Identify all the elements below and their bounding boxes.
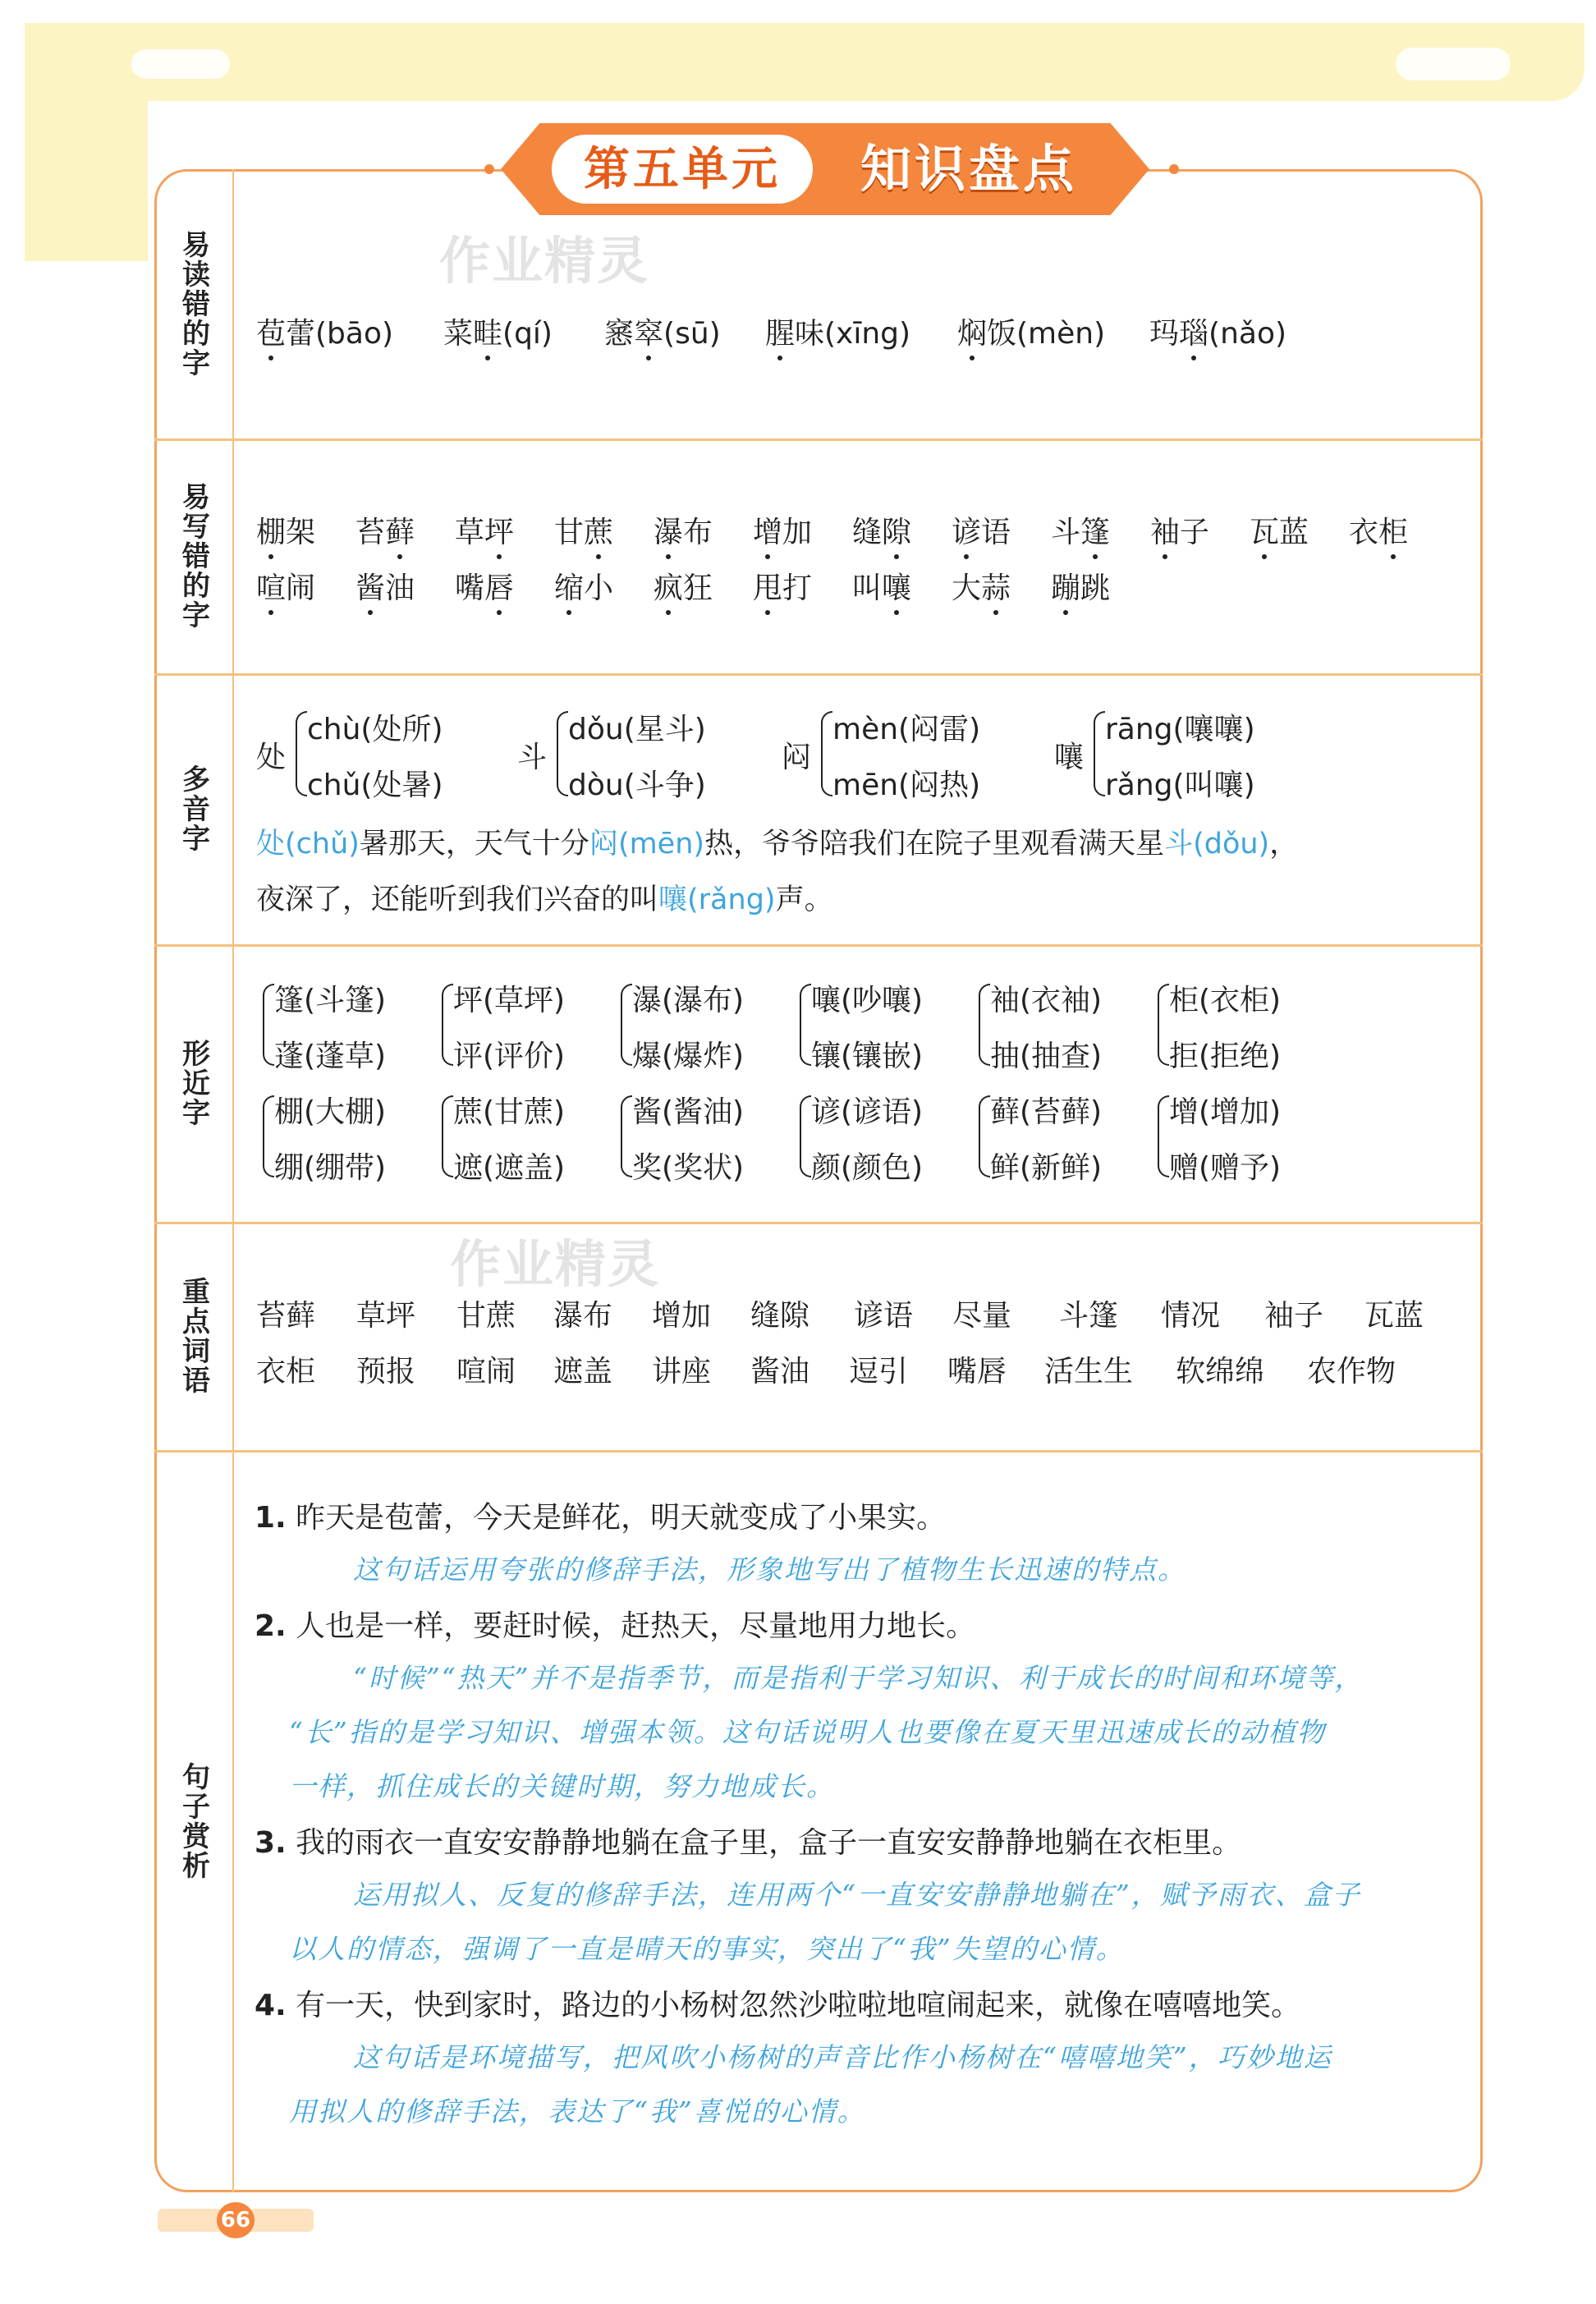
keyword: 苔藓	[256, 1299, 316, 1333]
similar-char: 蓬(蓬草)	[274, 1040, 387, 1073]
brace	[621, 1095, 632, 1177]
section-label-easy-read: 易读错的字	[177, 230, 210, 378]
cloud-decoration	[1396, 48, 1511, 80]
similar-char: 奖(奖状)	[632, 1151, 745, 1185]
brace	[442, 1095, 453, 1177]
page-title: 知识盘点	[860, 139, 1077, 199]
brace	[821, 711, 832, 796]
word-item: 窸窣(sū)	[604, 317, 721, 351]
word-item: 玛瑙(nǎo)	[1149, 317, 1287, 351]
sentence	[255, 1494, 946, 1536]
banner-dot	[484, 164, 494, 174]
word-item: 喧闹	[256, 571, 316, 605]
similar-char: 藓(苔藓)	[990, 1095, 1103, 1129]
polyphone-reading: rāng(嚷嚷)	[1105, 713, 1255, 746]
keyword: 衣柜	[256, 1355, 316, 1388]
polyphone-reading: chù(处所)	[307, 713, 443, 746]
similar-char: 赠(赠予)	[1169, 1151, 1282, 1185]
polyphone-char: 处	[256, 741, 287, 774]
answer-line: 运用拟人、反复的修辞手法，连用两个“一直安安静静地躺在”，赋予雨衣、盒子	[353, 1879, 1361, 1911]
brace	[1158, 1095, 1169, 1177]
word-item: 缝隙	[852, 516, 912, 549]
similar-char: 嚷(吵嚷)	[811, 984, 924, 1017]
similar-char: 袖(衣袖)	[990, 984, 1103, 1017]
keyword: 谚语	[854, 1299, 914, 1333]
header-band	[25, 23, 1585, 101]
keyword: 嘴唇	[947, 1355, 1007, 1388]
word-item: 菜畦(qí)	[443, 317, 553, 351]
word-item: 疯狂	[654, 571, 713, 605]
word-item: 大蒜	[952, 571, 1011, 605]
answer-line: 这句话运用夸张的修辞手法，形象地写出了植物生长迅速的特点。	[353, 1554, 1186, 1586]
brace	[263, 984, 274, 1066]
similar-char: 蔗(甘蔗)	[453, 1095, 566, 1129]
keyword: 草坪	[356, 1299, 416, 1333]
word-item: 瓦蓝	[1250, 516, 1309, 549]
header-band-left	[25, 23, 148, 261]
word-item: 草坪	[455, 516, 515, 549]
answer-line: “长”指的是学习知识、增强本领。这句话说明人也要像在夏天里迅速成长的动植物	[289, 1716, 1326, 1748]
similar-char: 增(增加)	[1169, 1095, 1282, 1129]
keyword: 斗篷	[1059, 1299, 1119, 1333]
word-item: 嘴唇	[455, 571, 515, 605]
section-divider	[154, 944, 1483, 947]
word-item: 腥味(xīng)	[765, 317, 911, 351]
answer-line: 以人的情态，强调了一直是晴天的事实，突出了“我”失望的心情。	[289, 1933, 1125, 1965]
keyword: 活生生	[1044, 1355, 1134, 1388]
similar-char: 鲜(新鲜)	[990, 1151, 1103, 1185]
brace	[442, 984, 453, 1066]
polyphone-reading: mēn(闷热)	[832, 769, 981, 802]
brace	[621, 984, 632, 1066]
word-item: 苔藓	[355, 516, 415, 549]
brace	[1158, 984, 1169, 1066]
section-divider	[154, 1450, 1483, 1453]
similar-char: 镶(镶嵌)	[811, 1040, 924, 1073]
similar-char: 拒(拒绝)	[1169, 1040, 1282, 1073]
word-item: 谚语	[952, 516, 1011, 549]
keyword: 讲座	[652, 1355, 712, 1388]
similar-char: 篷(斗篷)	[274, 984, 387, 1017]
similar-char: 评(评价)	[453, 1040, 566, 1073]
keyword: 尽量	[952, 1299, 1012, 1333]
keyword: 遮盖	[553, 1355, 613, 1388]
word-item: 焖饭(mèn)	[957, 317, 1106, 351]
similar-char: 酱(酱油)	[632, 1095, 745, 1129]
sentence	[255, 1982, 1300, 2024]
section-divider	[154, 1222, 1483, 1224]
keyword: 农作物	[1307, 1355, 1396, 1388]
similar-char: 抽(抽查)	[990, 1040, 1103, 1073]
brace	[557, 711, 568, 796]
word-item: 蹦跳	[1051, 571, 1111, 605]
answer-line: 用拟人的修辞手法，表达了“我”喜悦的心情。	[289, 2095, 866, 2127]
keyword: 预报	[356, 1355, 416, 1388]
similar-char: 遮(遮盖)	[453, 1151, 566, 1185]
sentence-number: 2.	[255, 1609, 287, 1643]
similar-char: 爆(爆炸)	[632, 1040, 745, 1073]
word-item: 缩小	[554, 571, 614, 605]
brace	[979, 1095, 990, 1177]
keyword: 瀑布	[553, 1299, 613, 1333]
sentence-text: 我的雨衣一直安安静静地躺在盒子里，盒子一直安安静静地躺在衣柜里。	[286, 1826, 1242, 1860]
keyword: 逗引	[849, 1355, 909, 1388]
section-divider	[154, 673, 1483, 676]
keyword: 酱油	[750, 1355, 810, 1388]
answer-line: 一样，抓住成长的关键时期，努力地成长。	[289, 1770, 835, 1802]
word-item: 瀑布	[654, 516, 713, 549]
section-label-polyphone: 多音字	[177, 764, 210, 853]
word-item: 棚架	[256, 516, 316, 549]
polyphone-reading: chǔ(处暑)	[307, 769, 443, 802]
brace	[263, 1095, 274, 1177]
keyword: 袖子	[1264, 1299, 1324, 1333]
section-label-sentences: 句子赏析	[177, 1762, 210, 1880]
keyword: 软绵绵	[1176, 1355, 1265, 1388]
word-item: 苞蕾(bāo)	[256, 317, 394, 351]
similar-char: 瀑(瀑布)	[632, 984, 745, 1017]
keyword: 甘蔗	[456, 1299, 516, 1333]
similar-char: 柜(衣柜)	[1169, 984, 1282, 1017]
polyphone-char: 嚷	[1054, 741, 1085, 774]
brace	[1094, 711, 1105, 796]
polyphone-example-line: 处(chǔ)暑那天，天气十分闷(mēn)热，爷爷陪我们在院子里观看满天星斗(dǒu)，	[256, 828, 1299, 861]
sentence	[255, 1820, 1241, 1861]
brace	[800, 1095, 811, 1177]
word-item: 叫嚷	[852, 571, 912, 605]
keyword: 情况	[1161, 1299, 1221, 1333]
sentence-text: 人也是一样，要赶时候，赶热天，尽量地用力地长。	[286, 1609, 976, 1643]
polyphone-char: 斗	[517, 741, 548, 774]
word-item: 甘蔗	[554, 516, 614, 549]
section-label-keywords: 重点词语	[177, 1277, 210, 1395]
sentence-text: 有一天，快到家时，路边的小杨树忽然沙啦啦地喧闹起来，就像在嘻嘻地笑。	[286, 1989, 1301, 2022]
keyword: 缝隙	[750, 1299, 810, 1333]
word-item: 酱油	[355, 571, 415, 605]
word-item: 斗篷	[1051, 516, 1111, 549]
keyword: 增加	[652, 1299, 712, 1333]
unit-title: 第五单元	[584, 142, 781, 196]
polyphone-char: 闷	[782, 741, 812, 774]
brace	[979, 984, 990, 1066]
keyword: 瓦蓝	[1364, 1299, 1424, 1333]
polyphone-reading: dǒu(星斗)	[568, 713, 706, 746]
section-label-similar: 形近字	[177, 1039, 210, 1127]
sentence-text: 昨天是苞蕾，今天是鲜花，明天就变成了小果实。	[286, 1501, 947, 1535]
answer-line: “时候”“热天”并不是指季节，而是指利于学习知识、利于成长的时间和环境等，	[353, 1662, 1364, 1694]
similar-char: 坪(草坪)	[453, 984, 566, 1017]
banner-dot	[1169, 164, 1179, 174]
cloud-decoration	[131, 49, 230, 79]
keyword: 喧闹	[456, 1355, 516, 1388]
similar-char: 棚(大棚)	[274, 1095, 387, 1129]
polyphone-reading: mèn(闷雷)	[832, 713, 981, 746]
sentence-number: 4.	[255, 1989, 287, 2022]
brace	[800, 984, 811, 1066]
word-item: 甩打	[753, 571, 813, 605]
similar-char: 绷(绷带)	[274, 1151, 387, 1185]
polyphone-reading: rǎng(叫嚷)	[1105, 769, 1255, 802]
watermark: 作业精灵	[439, 231, 650, 291]
polyphone-example-line: 夜深了，还能听到我们兴奋的叫嚷(rǎng)声。	[256, 884, 833, 916]
word-item: 衣柜	[1349, 516, 1409, 549]
similar-char: 颜(颜色)	[811, 1151, 924, 1185]
word-item: 增加	[753, 516, 813, 549]
sentence-number: 1.	[255, 1501, 287, 1535]
label-column-divider	[232, 169, 234, 2192]
page-number: 66	[158, 2202, 314, 2238]
sentence	[255, 1603, 975, 1645]
watermark: 作业精灵	[450, 1234, 661, 1294]
section-divider	[154, 438, 1483, 441]
sentence-number: 3.	[255, 1826, 287, 1860]
section-label-easy-write: 易写错的字	[177, 482, 210, 630]
brace	[296, 711, 307, 796]
polyphone-reading: dòu(斗争)	[568, 769, 706, 802]
similar-char: 谚(谚语)	[811, 1095, 924, 1129]
section-banner	[501, 123, 1149, 215]
answer-line: 这句话是环境描写，把风吹小杨树的声音比作小杨树在“嘻嘻地笑”，巧妙地运	[353, 2041, 1332, 2073]
word-item: 袖子	[1150, 516, 1210, 549]
